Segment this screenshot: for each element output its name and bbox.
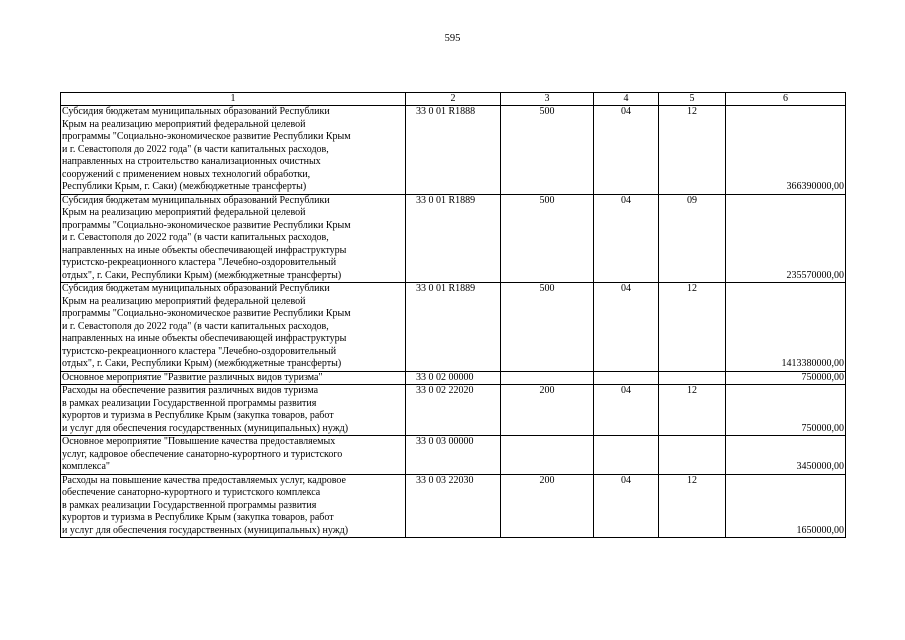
row-code: 33 0 01 R1889	[406, 194, 501, 283]
row-sum: 366390000,00	[726, 106, 846, 195]
row-sum: 1413380000,00	[726, 283, 846, 372]
row-name: Расходы на обеспечение развития различных видов туризма в рамках реализации Государственной программы развития курортов и туризма в Республике Крым (закупка товаров, работ и услуг для обеспечения государственных (муниципальных) нужд)	[61, 385, 406, 436]
row-pr	[659, 371, 726, 385]
row-pr: 12	[659, 106, 726, 195]
row-pr	[659, 436, 726, 475]
row-vr: 200	[501, 474, 594, 538]
header-col-5: 5	[659, 93, 726, 106]
row-sum: 750000,00	[726, 371, 846, 385]
row-rz	[594, 371, 659, 385]
row-name: Основное мероприятие "Повышение качества предоставляемых услуг, кадровое обеспечение санаторно-курортного и туристского комплекса"	[61, 436, 406, 475]
row-rz: 04	[594, 106, 659, 195]
page-number: 595	[444, 33, 461, 44]
row-name: Субсидия бюджетам муниципальных образований Республики Крым на реализацию мероприятий федеральной целевой программы "Социально-экономическое развитие Республики Крым и г. Севастополя до 2022 года" (в части капитальных расходов, направленных на иные объекты обеспечивающей инфраструктуры туристско-рекреационного кластера "Лечебно-оздоровительный отдых", г. Саки, Республики Крым) (межбюджетные трансферты)	[61, 194, 406, 283]
row-vr	[501, 371, 594, 385]
row-rz: 04	[594, 283, 659, 372]
row-rz: 04	[594, 474, 659, 538]
row-sum: 750000,00	[726, 385, 846, 436]
table-row	[61, 371, 846, 385]
header-col-4: 4	[594, 93, 659, 106]
row-vr: 500	[501, 106, 594, 195]
header-col-3: 3	[501, 93, 594, 106]
row-pr: 12	[659, 385, 726, 436]
row-rz	[594, 436, 659, 475]
row-pr: 12	[659, 474, 726, 538]
row-vr: 500	[501, 194, 594, 283]
row-rz: 04	[594, 194, 659, 283]
row-vr: 200	[501, 385, 594, 436]
table-row	[61, 474, 846, 538]
row-name: Основное мероприятие "Развитие различных видов туризма"	[61, 371, 406, 385]
row-sum: 3450000,00	[726, 436, 846, 475]
row-vr	[501, 436, 594, 475]
table-row	[61, 283, 846, 372]
header-col-6: 6	[726, 93, 846, 106]
header-col-1: 1	[61, 93, 406, 106]
row-pr: 12	[659, 283, 726, 372]
budget-table	[60, 92, 846, 538]
row-code: 33 0 03 22030	[406, 474, 501, 538]
table-row	[61, 106, 846, 195]
row-pr: 09	[659, 194, 726, 283]
table-row	[61, 385, 846, 436]
table-row	[61, 194, 846, 283]
row-name: Субсидия бюджетам муниципальных образований Республики Крым на реализацию мероприятий федеральной целевой программы "Социально-экономическое развитие Республики Крым и г. Севастополя до 2022 года" (в части капитальных расходов, направленных на строительство канализационных очистных сооружений с применением новых технологий обработки, Республики Крым, г. Саки) (межбюджетные трансферты)	[61, 106, 406, 195]
row-code: 33 0 01 R1889	[406, 283, 501, 372]
row-code: 33 0 01 R1888	[406, 106, 501, 195]
row-code: 33 0 02 00000	[406, 371, 501, 385]
row-rz: 04	[594, 385, 659, 436]
row-code: 33 0 02 22020	[406, 385, 501, 436]
row-name: Субсидия бюджетам муниципальных образований Республики Крым на реализацию мероприятий федеральной целевой программы "Социально-экономическое развитие Республики Крым и г. Севастополя до 2022 года" (в части капитальных расходов, направленных на иные объекты обеспечивающей инфраструктуры туристско-рекреационного кластера "Лечебно-оздоровительный отдых", г. Саки, Республики Крым) (межбюджетные трансферты)	[61, 283, 406, 372]
row-sum: 1650000,00	[726, 474, 846, 538]
table-row	[61, 436, 846, 475]
row-sum: 235570000,00	[726, 194, 846, 283]
row-vr: 500	[501, 283, 594, 372]
row-name: Расходы на повышение качества предоставляемых услуг, кадровое обеспечение санаторно-курортного и туристского комплекса в рамках реализации Государственной программы развития курортов и туризма в Республике Крым (закупка товаров, работ и услуг для обеспечения государственных (муниципальных) нужд)	[61, 474, 406, 538]
table-header-row	[61, 93, 846, 106]
header-col-2: 2	[406, 93, 501, 106]
row-code: 33 0 03 00000	[406, 436, 501, 475]
